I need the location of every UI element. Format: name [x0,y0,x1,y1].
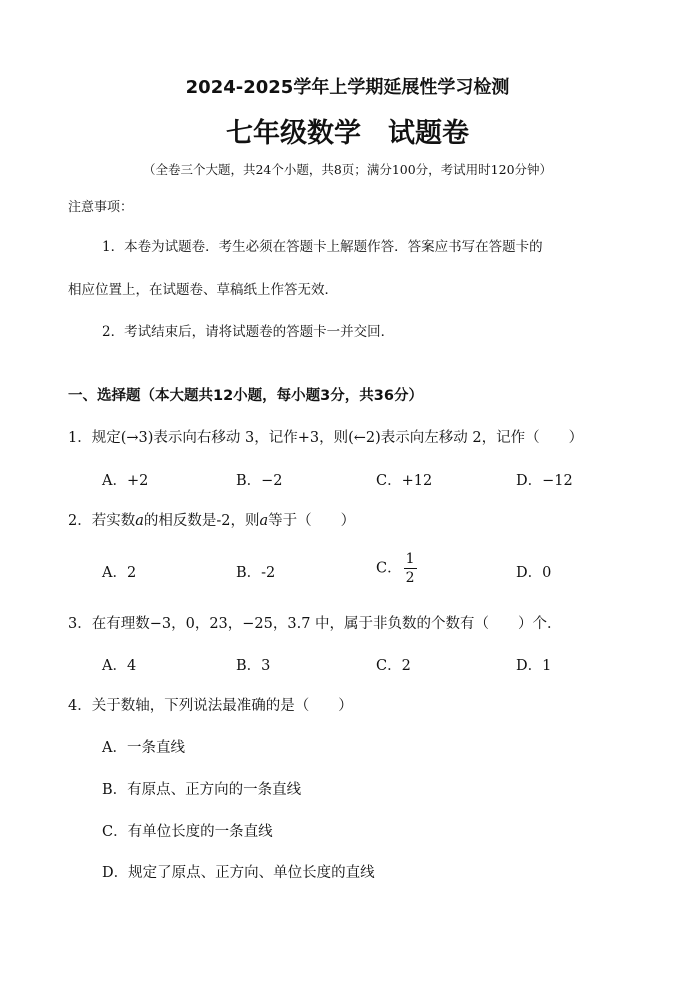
question-4-option-b: B．有原点、正方向的一条直线 [102,782,302,798]
question-3-option-a: A．4 [102,658,137,674]
question-2-stem-c: 等于（ ） [268,513,356,529]
question-3-option-b: B．3 [236,658,271,674]
question-4-option-c: C．有单位长度的一条直线 [102,824,273,840]
question-2-stem-a: 2．若实数 [68,513,136,529]
question-2-option-a: A．2 [102,565,137,581]
note-item-1-cont: 相应位置上，在试题卷、草稿纸上作答无效． [68,282,338,298]
note-item-1: 1．本卷为试题卷．考生必须在答题卡上解题作答．答案应书写在答题卡的 [102,239,543,255]
exam-info: （全卷三个大题，共24个小题，共8页；满分100分，考试用时120分钟） [142,162,553,177]
question-2-stem [68,514,355,529]
question-4-option-a: A．一条直线 [102,740,185,756]
question-4-option-d: D．规定了原点、正方向、单位长度的直线 [102,865,375,881]
question-1-option-c: C．+12 [376,473,433,489]
question-1-stem: 1．规定(→3)表示向右移动 3，记作+3，则(←2)表示向左移动 2，记作（ ） [68,430,584,446]
question-2-option-d: D．0 [516,565,552,581]
note-item-2: 2．考试结束后，请将试题卷的答题卡一并交回． [102,324,395,340]
notes-heading: 注意事项： [68,200,134,215]
question-4-stem: 4．关于数轴，下列说法最准确的是（ ） [68,698,353,714]
exam-subtitle: 七年级数学 试题卷 [226,118,469,149]
question-2-variable-2: a [259,513,269,529]
question-2-variable: a [135,513,144,529]
question-2-option-c [376,552,417,585]
question-2-option-b: B．-2 [236,565,276,581]
question-1-option-a: A．+2 [102,473,149,489]
question-2-stem-b: 的相反数是-2，则 [143,513,260,529]
question-1-option-b: B．−2 [236,473,283,489]
question-3-stem: 3．在有理数−3，0，23，−25，3.7 中，属于非负数的个数有（ ）个． [68,616,562,632]
exam-title: 2024-2025学年上学期延展性学习检测 [185,77,510,98]
question-2-option-c-label: C． [376,560,402,577]
fraction-numerator: 1 [405,551,415,567]
question-1-option-d: D．−12 [516,473,573,489]
section-heading: 一、选择题（本大题共12小题，每小题3分，共36分） [68,388,423,404]
question-3-option-d: D．1 [516,658,552,674]
fraction-denominator: 2 [405,570,415,586]
question-3-option-c: C．2 [376,658,411,674]
fraction-one-half [404,552,417,585]
